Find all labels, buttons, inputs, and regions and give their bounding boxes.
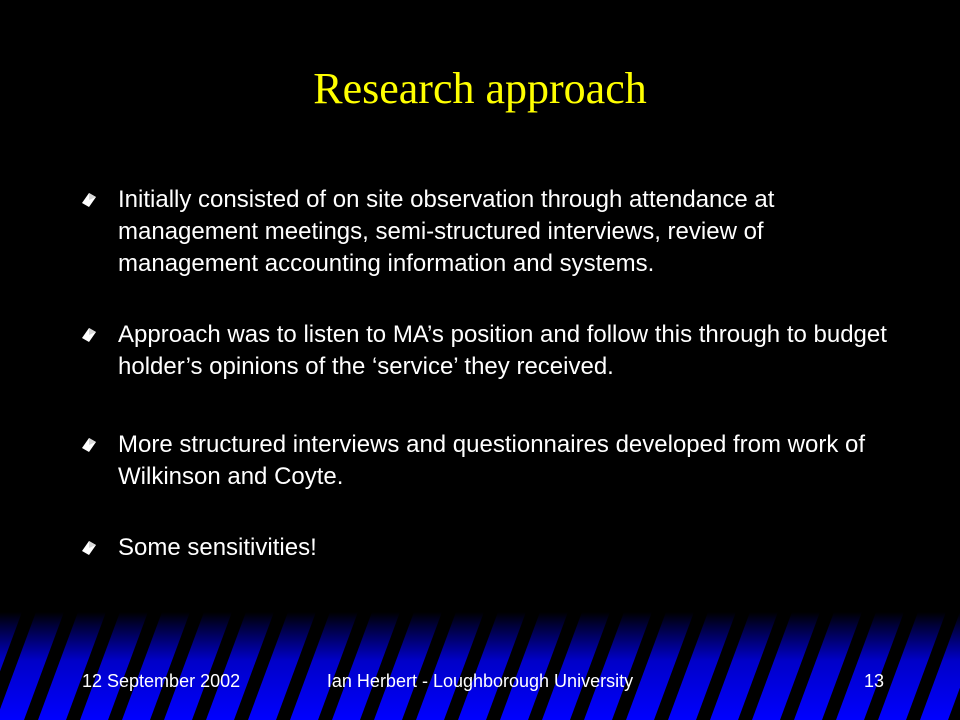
footer-stripe: [234, 612, 288, 720]
diamond-bullet-icon: [82, 328, 96, 342]
footer-date: 12 September 2002: [82, 671, 241, 691]
footer-stripe: [108, 612, 162, 720]
diamond-bullet-icon: [82, 438, 96, 452]
footer-stripe: [402, 612, 456, 720]
bullet-text: Approach was to listen to MA’s position and follow this through to budget holder’s opinions of the ‘service’ they received.: [118, 321, 887, 380]
bullet-text: Some sensitivities!: [118, 534, 317, 561]
footer-stripe: [66, 612, 120, 720]
footer-stripe: [654, 612, 708, 720]
slide-title: Research approach: [313, 64, 647, 113]
footer-stripe: [486, 612, 540, 720]
bullet-text: Initially consisted of on site observation through attendance at management meetings, semi-structured interviews, review of management accounting information and systems.: [118, 186, 775, 277]
bullet-item: [82, 429, 882, 499]
footer-stripe: [822, 612, 876, 720]
footer-stripe: [906, 612, 960, 720]
footer-stripe: [570, 612, 624, 720]
footer-author: Ian Herbert - Loughborough University: [326, 671, 634, 691]
footer-stripe: [612, 612, 666, 720]
bullet-text: More structured interviews and questionnaires developed from work of Wilkinson and Coyte.: [118, 431, 866, 490]
diamond-bullet-icon: [82, 541, 96, 555]
bullet-item: [82, 184, 882, 284]
footer-stripe: [192, 612, 246, 720]
footer-stripe: [696, 612, 750, 720]
footer-stripe: [360, 612, 414, 720]
bullet-item: [82, 532, 882, 568]
footer-stripe: [444, 612, 498, 720]
bullet-item: [82, 319, 887, 389]
page-number: 13: [864, 671, 885, 691]
footer-stripe: [738, 612, 792, 720]
footer-stripe: [780, 612, 834, 720]
footer-stripe: [864, 612, 918, 720]
footer-stripe: [528, 612, 582, 720]
footer-stripe: [276, 612, 330, 720]
footer-stripe: [24, 612, 78, 720]
footer-stripe: [318, 612, 372, 720]
footer-stripes: [0, 612, 960, 720]
footer-stripe: [150, 612, 204, 720]
diamond-bullet-icon: [82, 193, 96, 207]
